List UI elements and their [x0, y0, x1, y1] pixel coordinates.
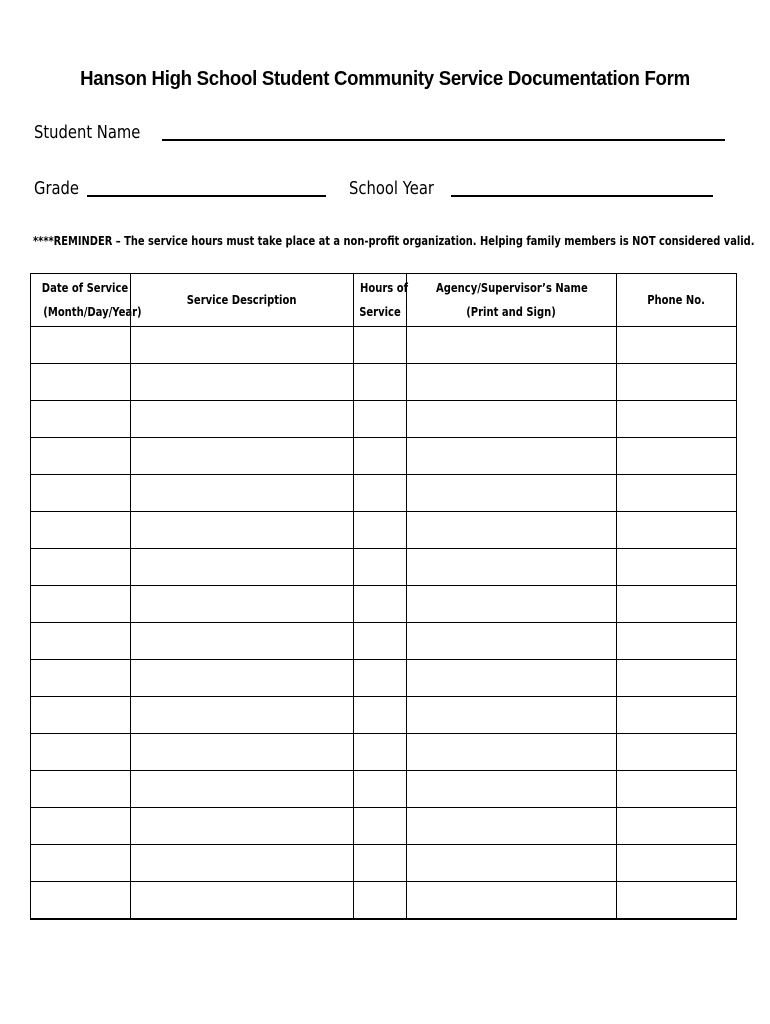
description-cell[interactable] — [131, 808, 354, 845]
phone-cell[interactable] — [617, 771, 737, 808]
date-cell[interactable] — [31, 475, 131, 512]
description-cell[interactable] — [131, 623, 354, 660]
agency-cell[interactable] — [407, 512, 617, 549]
agency-cell[interactable] — [407, 623, 617, 660]
agency-cell[interactable] — [407, 327, 617, 364]
header-line: Service Description — [187, 292, 297, 307]
table-row — [31, 438, 737, 475]
date-cell[interactable] — [31, 660, 131, 697]
table-row — [31, 364, 737, 401]
hours-cell[interactable] — [354, 475, 407, 512]
phone-cell[interactable] — [617, 623, 737, 660]
phone-cell[interactable] — [617, 327, 737, 364]
description-cell[interactable] — [131, 734, 354, 771]
column-header-description — [131, 274, 354, 327]
agency-cell[interactable] — [407, 475, 617, 512]
hours-cell[interactable] — [354, 771, 407, 808]
table-row — [31, 512, 737, 549]
date-cell[interactable] — [31, 808, 131, 845]
table-row — [31, 697, 737, 734]
grade-field — [34, 178, 326, 199]
school-year-label: School Year — [349, 178, 434, 199]
table-row — [31, 586, 737, 623]
hours-cell[interactable] — [354, 845, 407, 882]
description-cell[interactable] — [131, 401, 354, 438]
table-row — [31, 549, 737, 586]
description-cell[interactable] — [131, 660, 354, 697]
entry-rows — [31, 327, 737, 920]
description-cell[interactable] — [131, 512, 354, 549]
hours-cell[interactable] — [354, 734, 407, 771]
phone-cell[interactable] — [617, 586, 737, 623]
date-cell[interactable] — [31, 697, 131, 734]
description-cell[interactable] — [131, 882, 354, 920]
header-row — [31, 274, 737, 327]
hours-cell[interactable] — [354, 438, 407, 475]
agency-cell[interactable] — [407, 808, 617, 845]
date-cell[interactable] — [31, 327, 131, 364]
table-row — [31, 660, 737, 697]
header-line: Date of Service — [41, 280, 129, 295]
phone-cell[interactable] — [617, 475, 737, 512]
agency-cell[interactable] — [407, 586, 617, 623]
table-row — [31, 771, 737, 808]
table-row — [31, 327, 737, 364]
description-cell[interactable] — [131, 586, 354, 623]
date-cell[interactable] — [31, 549, 131, 586]
hours-cell[interactable] — [354, 882, 407, 920]
date-cell[interactable] — [31, 401, 131, 438]
hours-cell[interactable] — [354, 512, 407, 549]
description-cell[interactable] — [131, 438, 354, 475]
column-header-phone — [617, 274, 737, 327]
student-name-field — [34, 122, 725, 143]
description-cell[interactable] — [131, 845, 354, 882]
service-log-table — [30, 273, 737, 920]
description-cell[interactable] — [131, 327, 354, 364]
date-cell[interactable] — [31, 512, 131, 549]
hours-cell[interactable] — [354, 660, 407, 697]
phone-cell[interactable] — [617, 734, 737, 771]
student-name-label: Student Name — [34, 122, 141, 143]
header-line: (Print and Sign) — [466, 304, 557, 319]
table-row — [31, 808, 737, 845]
phone-cell[interactable] — [617, 438, 737, 475]
agency-cell[interactable] — [407, 771, 617, 808]
phone-cell[interactable] — [617, 808, 737, 845]
student-name-input-line[interactable] — [162, 139, 725, 141]
header-line: Phone No. — [647, 292, 706, 307]
school-year-field — [349, 178, 713, 199]
phone-cell[interactable] — [617, 512, 737, 549]
hours-cell[interactable] — [354, 697, 407, 734]
agency-cell[interactable] — [407, 401, 617, 438]
date-cell[interactable] — [31, 845, 131, 882]
agency-cell[interactable] — [407, 438, 617, 475]
table-row — [31, 623, 737, 660]
agency-cell[interactable] — [407, 660, 617, 697]
phone-cell[interactable] — [617, 697, 737, 734]
date-cell[interactable] — [31, 438, 131, 475]
description-cell[interactable] — [131, 549, 354, 586]
column-header-agency — [407, 274, 617, 327]
phone-cell[interactable] — [617, 660, 737, 697]
header-line: Service — [359, 304, 401, 319]
date-cell[interactable] — [31, 882, 131, 920]
column-header-date — [31, 274, 142, 327]
grade-label: Grade — [34, 178, 80, 199]
hours-cell[interactable] — [354, 327, 407, 364]
table-row — [31, 882, 737, 920]
agency-cell[interactable] — [407, 364, 617, 401]
agency-cell[interactable] — [407, 697, 617, 734]
table-row — [31, 845, 737, 882]
hours-cell[interactable] — [354, 623, 407, 660]
date-cell[interactable] — [31, 586, 131, 623]
agency-cell[interactable] — [407, 845, 617, 882]
hours-cell[interactable] — [354, 586, 407, 623]
hours-cell[interactable] — [354, 808, 407, 845]
description-cell[interactable] — [131, 771, 354, 808]
description-cell[interactable] — [131, 364, 354, 401]
agency-cell[interactable] — [407, 549, 617, 586]
header-line: (Month/Day/Year) — [43, 304, 142, 319]
header-line: Hours of — [359, 280, 408, 295]
agency-cell[interactable] — [407, 734, 617, 771]
phone-cell[interactable] — [617, 401, 737, 438]
phone-cell[interactable] — [617, 364, 737, 401]
phone-cell[interactable] — [617, 549, 737, 586]
table-row — [31, 734, 737, 771]
form-title: Hanson High School Student Community Service Documentation Form — [80, 68, 690, 90]
date-cell[interactable] — [31, 364, 131, 401]
phone-cell[interactable] — [617, 845, 737, 882]
hours-cell[interactable] — [354, 401, 407, 438]
date-cell[interactable] — [31, 771, 131, 808]
date-cell[interactable] — [31, 734, 131, 771]
column-header-hours — [354, 274, 407, 327]
phone-cell[interactable] — [617, 882, 737, 920]
description-cell[interactable] — [131, 475, 354, 512]
hours-cell[interactable] — [354, 549, 407, 586]
table-row — [31, 401, 737, 438]
grade-input-line[interactable] — [87, 195, 326, 197]
header-line: Agency/Supervisor’s Name — [435, 280, 588, 295]
date-cell[interactable] — [31, 623, 131, 660]
table-row — [31, 475, 737, 512]
agency-cell[interactable] — [407, 882, 617, 920]
description-cell[interactable] — [131, 697, 354, 734]
reminder-note: ****REMINDER – The service hours must take place at a non-profit organization. Helping family members is NOT considered valid. — [33, 233, 755, 248]
school-year-input-line[interactable] — [451, 195, 713, 197]
hours-cell[interactable] — [354, 364, 407, 401]
